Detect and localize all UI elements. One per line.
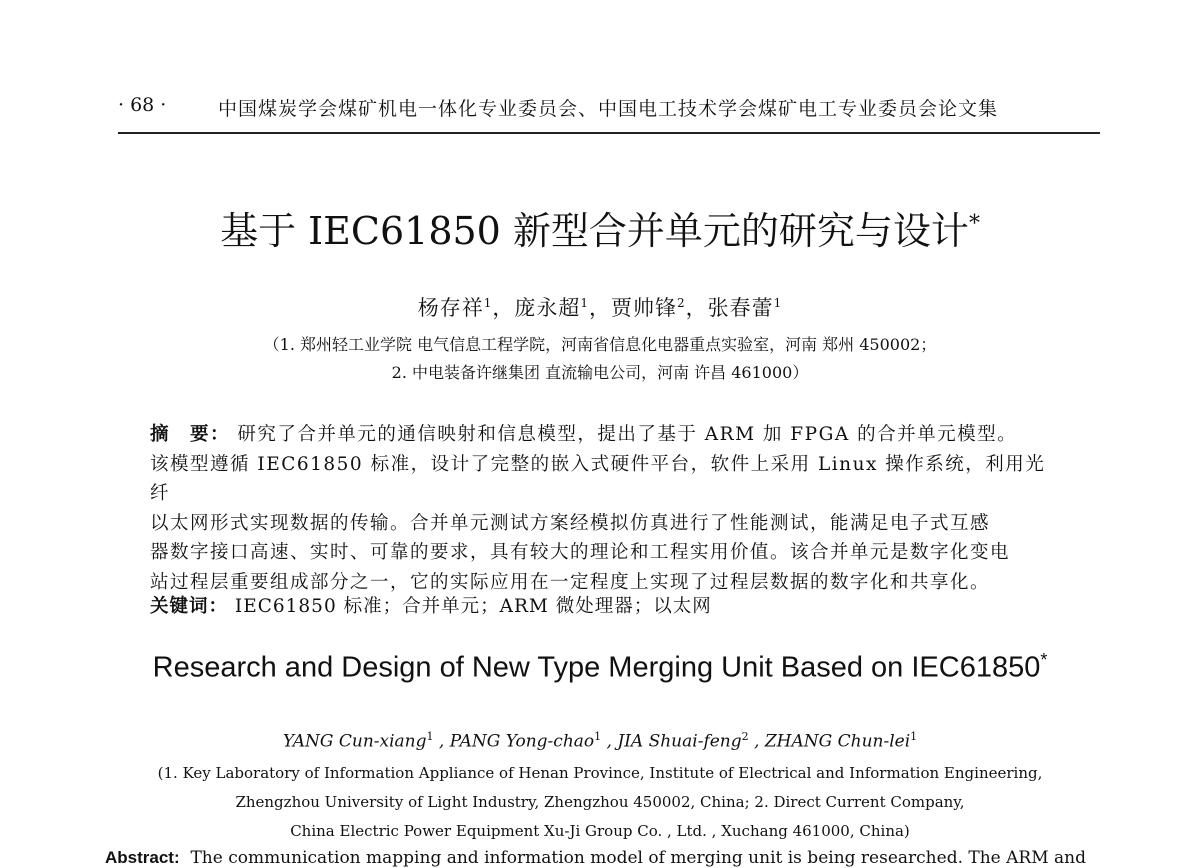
abstract-cn-line: 站过程层重要组成部分之一，它的实际应用在一定程度上实现了过程层数据的数字化和共享化。 xyxy=(150,571,991,593)
header-rule xyxy=(118,132,1100,134)
author-cn: 庞永超 xyxy=(514,296,581,320)
author-cn: 杨存祥 xyxy=(417,296,484,320)
title-cn-text: 基于 IEC61850 新型合并单元的研究与设计 xyxy=(220,209,969,253)
abstract-cn-line: 器数字接口高速、实时、可靠的要求，具有较大的理论和工程实用价值。该合并单元是数字化变电 xyxy=(150,542,1011,563)
keywords-cn xyxy=(150,592,1060,618)
abstract-en-text: The communication mapping and information model of merging unit is being researched. The ARM and xyxy=(190,848,1086,868)
page-number: · 68 · xyxy=(118,94,167,116)
affiliation-cn-line: 2. 中电装备许继集团 直流输电公司，河南 许昌 461000） xyxy=(391,363,809,382)
author-cn-affiliation-mark: 1 xyxy=(483,296,493,310)
author-cn: 贾帅锋 xyxy=(611,296,677,320)
keywords-cn-label: 关键词： xyxy=(150,596,229,617)
author-en-affiliation-mark: 2 xyxy=(741,730,749,743)
author-cn-affiliation-mark: 1 xyxy=(773,296,783,310)
affiliation-en-line: (1. Key Laboratory of Information Appliance of Henan Province, Institute of Electrical and Information Engineering, xyxy=(157,764,1043,782)
abstract-cn-line: 该模型遵循 IEC61850 标准，设计了完整的嵌入式硬件平台，软件上采用 Linux 操作系统，利用光纤 xyxy=(150,453,1046,504)
author-en: PANG Yong-chao xyxy=(449,731,595,752)
author-en: YANG Cun-xiang xyxy=(282,731,427,752)
author-separator: ， xyxy=(492,296,515,320)
author-separator: ， xyxy=(685,296,708,320)
abstract-en-label: Abstract: xyxy=(105,848,180,867)
author-separator: ， xyxy=(589,296,611,320)
running-header xyxy=(118,92,1098,126)
title-footnote-mark: * xyxy=(968,211,980,237)
affiliation-en-line: China Electric Power Equipment Xu-Ji Group Co. , Ltd. , Xuchang 461000, China) xyxy=(290,822,910,840)
paper-title-en xyxy=(0,650,1200,685)
affiliation-cn-line: （1. 郑州轻工业学院 电气信息工程学院，河南省信息化电器重点实验室，河南 郑州 450002； xyxy=(263,335,937,354)
author-en-affiliation-mark: 1 xyxy=(594,730,602,743)
author-en: ZHANG Chun-lei xyxy=(764,731,911,752)
affiliation-en-line: Zhengzhou University of Light Industry, Zhengzhou 450002, China; 2. Direct Current Company, xyxy=(235,793,965,811)
author-cn-affiliation-mark: 2 xyxy=(677,296,686,310)
abstract-cn-line: 以太网形式实现数据的传输。合并单元测试方案经模拟仿真进行了性能测试，能满足电子式互感 xyxy=(150,512,991,534)
authors-cn xyxy=(0,292,1200,322)
abstract-cn-label: 摘 要： xyxy=(150,424,231,445)
author-separator: , xyxy=(601,731,618,752)
title-en-text: Research and Design of New Type Merging Unit Based on IEC61850 xyxy=(152,651,1041,684)
abstract-cn-line: 摘 要： 研究了合并单元的通信映射和信息模型，提出了基于 ARM 加 FPGA 的合并单元模型。 xyxy=(150,424,1018,445)
title-en-footnote-mark: * xyxy=(1040,650,1048,670)
author-en-affiliation-mark: 1 xyxy=(426,730,434,743)
author-en: JIA Shuai-feng xyxy=(617,731,742,752)
abstract-en xyxy=(105,848,1105,868)
authors-en xyxy=(0,730,1200,752)
author-cn-affiliation-mark: 1 xyxy=(580,296,589,310)
author-separator: , xyxy=(748,731,765,752)
paper-title-cn xyxy=(0,200,1200,255)
journal-title: 中国煤炭学会煤矿机电一体化专业委员会、中国电工技术学会煤矿电工专业委员会论文集 xyxy=(218,98,999,120)
author-en-affiliation-mark: 1 xyxy=(910,730,918,743)
keywords-cn-text: IEC61850 标准；合并单元；ARM 微处理器；以太网 xyxy=(234,596,712,617)
abstract-cn xyxy=(150,420,1060,597)
author-cn: 张春蕾 xyxy=(707,296,774,320)
author-separator: , xyxy=(433,731,450,752)
